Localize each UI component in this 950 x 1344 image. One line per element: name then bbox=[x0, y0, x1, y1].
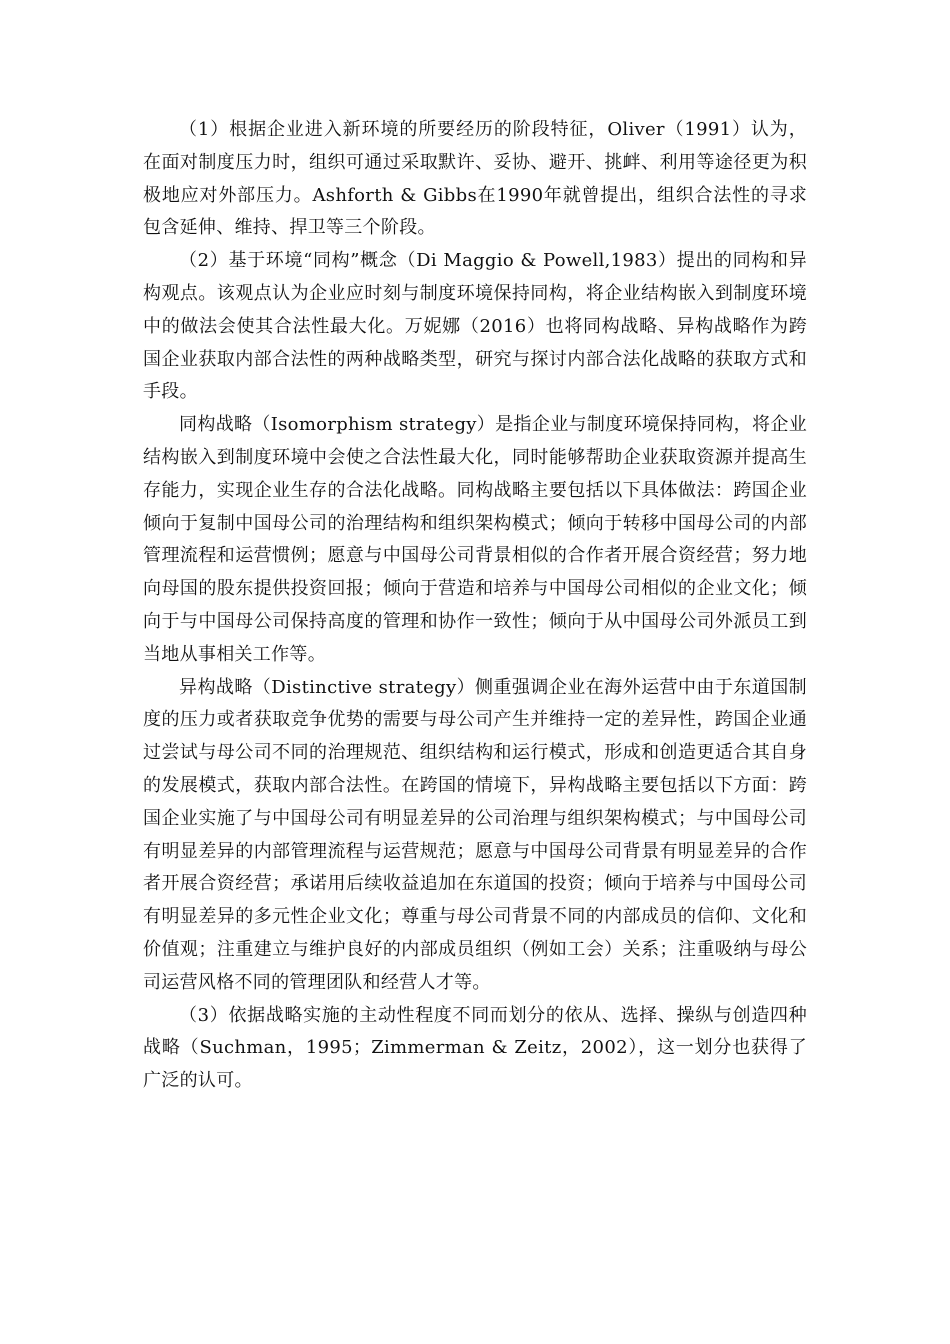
paragraph-5: （3）依据战略实施的主动性程度不同而划分的依从、选择、操纵与创造四种战略（Suchman，1995；Zimmerman & Zeitz，2002），这一划分也获得了广泛的认可。 bbox=[143, 1004, 807, 1092]
paragraph-1: （1）根据企业进入新环境的所要经历的阶段特征，Oliver（1991）认为，在面对制度压力时，组织可通过采取默许、妥协、避开、挑衅、利用等途径更为积极地应对外部压力。Ashforth & Gibbs在1990年就曾提出，组织合法性的寻求包含延伸、维持、捍卫等三个阶段。 bbox=[143, 119, 807, 239]
paragraph-3: 同构战略（Isomorphism strategy）是指企业与制度环境保持同构，将企业结构嵌入到制度环境中会使之合法性最大化，同时能够帮助企业获取资源并提高生存能力，实现企业生存的合法化战略。同构战略主要包括以下具体做法：跨国企业倾向于复制中国母公司的治理结构和组织架构模式；倾向于转移中国母公司的内部管理流程和运营惯例；愿意与中国母公司背景相似的合作者开展合资经营；努力地向母国的股东提供投资回报；倾向于营造和培养与中国母公司相似的企业文化；倾向于与中国母公司保持高度的管理和协作一致性；倾向于从中国母公司外派员工到当地从事相关工作等。 bbox=[143, 414, 807, 665]
paragraph-2: （2）基于环境“同构”概念（Di Maggio & Powell,1983）提出的同构和异构观点。该观点认为企业应时刻与制度环境保持同构，将企业结构嵌入到制度环境中的做法会使其合法性最大化。万妮娜（2016）也将同构战略、异构战略作为跨国企业获取内部合法性的两种战略类型，研究与探讨内部合法化战略的获取方式和手段。 bbox=[143, 250, 807, 403]
paragraph-4: 异构战略（Distinctive strategy）侧重强调企业在海外运营中由于东道国制度的压力或者获取竞争优势的需要与母公司产生并维持一定的差异性，跨国企业通过尝试与母公司不同的治理规范、组织结构和运行模式，形成和创造更适合其自身的发展模式，获取内部合法性。在跨国的情境下，异构战略主要包括以下方面：跨国企业实施了与中国母公司有明显差异的公司治理与组织架构模式；与中国母公司有明显差异的内部管理流程与运营规范；愿意与中国母公司背景有明显差异的合作者开展合资经营；承诺用后续收益追加在东道国的投资；倾向于培养与中国母公司有明显差异的多元性企业文化；尊重与母公司背景不同的内部成员的信仰、文化和价值观；注重建立与维护良好的内部成员组织（例如工会）关系；注重吸纳与母公司运营风格不同的管理团队和经营人才等。 bbox=[143, 676, 807, 993]
document-body bbox=[143, 114, 807, 1098]
